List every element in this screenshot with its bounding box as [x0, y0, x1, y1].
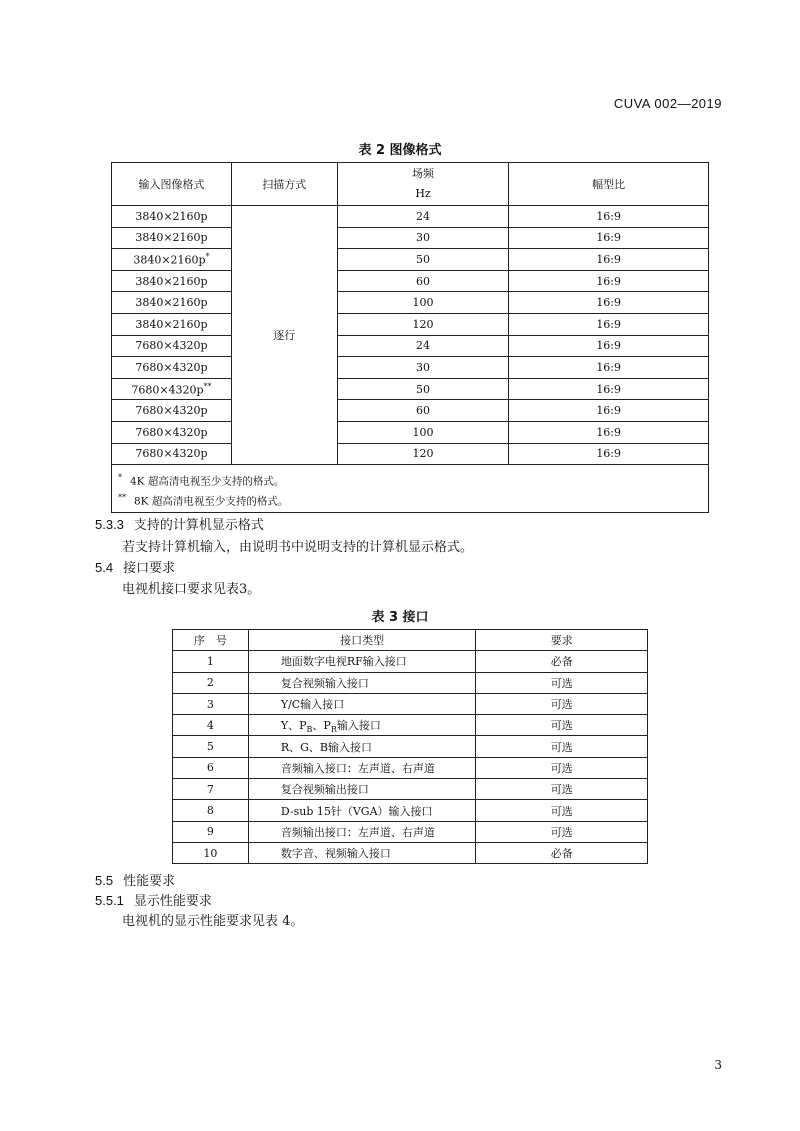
image-format-table — [111, 162, 709, 513]
cell-serial-number: 4 — [173, 715, 249, 736]
cell-requirement: 必备 — [476, 651, 648, 672]
table2-row — [112, 270, 709, 292]
cell-field-frequency: 24 — [337, 206, 509, 228]
note-text: 8K 超高清电视至少支持的格式。 — [134, 495, 289, 508]
table3-row — [173, 779, 648, 800]
section-5-5-1-text: 电视机的显示性能要求见表 4。 — [122, 914, 304, 929]
table3-row — [173, 672, 648, 693]
cell-input-format — [112, 270, 232, 292]
footnote-mark: ** — [203, 381, 212, 391]
cell-requirement: 可选 — [476, 821, 648, 842]
section-5-3-3-text: 若支持计算机输入，由说明书中说明支持的计算机显示格式。 — [122, 540, 474, 555]
section-number: 5.3.3 — [95, 517, 124, 532]
header-field-frequency-label: 场频 — [412, 167, 435, 180]
table3-row — [173, 651, 648, 672]
header-field-frequency-unit: Hz — [415, 187, 431, 200]
cell-field-frequency: 30 — [337, 357, 509, 379]
cell-scan-mode: 逐行 — [231, 206, 337, 465]
cell-interface-type: 复合视频输出接口 — [248, 779, 476, 800]
format-value: 7680×4320p — [135, 425, 208, 439]
cell-serial-number: 5 — [173, 736, 249, 757]
table2-row — [112, 443, 709, 465]
format-value: 3840×2160p — [135, 209, 208, 223]
table3-row — [173, 693, 648, 714]
table3-row — [173, 842, 648, 863]
section-5-4-text: 电视机接口要求见表3。 — [122, 582, 261, 597]
cell-interface-type: 音频输出接口：左声道、右声道 — [248, 821, 476, 842]
cell-aspect-ratio: 16:9 — [509, 400, 709, 422]
cell-input-format — [112, 443, 232, 465]
cell-serial-number: 7 — [173, 779, 249, 800]
cell-field-frequency: 100 — [337, 421, 509, 443]
table2-notes-row — [112, 465, 709, 513]
cell-serial-number: 2 — [173, 672, 249, 693]
table-note — [118, 488, 708, 508]
cell-interface-type: Y/C输入接口 — [248, 693, 476, 714]
cell-input-format — [112, 378, 232, 400]
cell-requirement: 可选 — [476, 736, 648, 757]
cell-interface-type: 地面数字电视RF输入接口 — [248, 651, 476, 672]
cell-input-format — [112, 357, 232, 379]
format-value: 3840×2160p — [135, 317, 208, 331]
section-5-5-1-heading — [95, 890, 212, 909]
cell-input-format — [112, 292, 232, 314]
table2-row — [112, 357, 709, 379]
table3-row — [173, 821, 648, 842]
header-serial-number: 序 号 — [173, 630, 249, 651]
cell-field-frequency: 50 — [337, 249, 509, 271]
table2-caption: 表 2 图像格式 — [358, 143, 442, 158]
cell-serial-number: 10 — [173, 842, 249, 863]
cell-interface-type: R、G、B输入接口 — [248, 736, 476, 757]
section-title: 性能要求 — [123, 874, 176, 889]
cell-input-format — [112, 421, 232, 443]
cell-aspect-ratio: 16:9 — [509, 335, 709, 357]
format-value: 7680×4320p — [135, 404, 208, 418]
type-part: 输入接口 — [336, 718, 381, 732]
cell-field-frequency: 120 — [337, 443, 509, 465]
cell-aspect-ratio: 16:9 — [509, 443, 709, 465]
cell-input-format — [112, 313, 232, 335]
cell-serial-number: 9 — [173, 821, 249, 842]
section-title: 显示性能要求 — [133, 894, 212, 909]
section-5-4-heading — [95, 557, 175, 576]
table-note — [118, 468, 708, 488]
section-number: 5.4 — [95, 560, 114, 575]
page-number: 3 — [714, 1058, 722, 1072]
cell-field-frequency: 120 — [337, 313, 509, 335]
cell-field-frequency: 30 — [337, 227, 509, 249]
format-value: 3840×2160p — [135, 296, 208, 310]
interface-table — [172, 629, 648, 864]
table2-row — [112, 313, 709, 335]
table2-row — [112, 249, 709, 271]
note-text: 4K 超高清电视至少支持的格式。 — [130, 475, 285, 488]
table2-header-row — [112, 163, 709, 206]
section-5-3-3-heading — [95, 514, 264, 533]
cell-requirement: 可选 — [476, 715, 648, 736]
table2-row — [112, 292, 709, 314]
header-interface-type: 接口类型 — [248, 630, 476, 651]
table3-caption: 表 3 接口 — [371, 610, 429, 625]
format-value: 3840×2160p — [135, 274, 208, 288]
subscript-r: R — [330, 724, 337, 734]
table2-row — [112, 206, 709, 228]
note-mark: * — [118, 473, 122, 483]
cell-field-frequency: 24 — [337, 335, 509, 357]
section-title: 支持的计算机显示格式 — [133, 518, 264, 533]
type-part: 、P — [312, 718, 331, 732]
table3-row — [173, 736, 648, 757]
cell-aspect-ratio: 16:9 — [509, 313, 709, 335]
footnote-mark: * — [205, 252, 210, 262]
cell-input-format — [112, 249, 232, 271]
cell-field-frequency: 50 — [337, 378, 509, 400]
cell-input-format — [112, 227, 232, 249]
cell-field-frequency: 100 — [337, 292, 509, 314]
table2-row — [112, 421, 709, 443]
cell-requirement: 可选 — [476, 693, 648, 714]
cell-requirement: 可选 — [476, 672, 648, 693]
document-header: CUVA 002—2019 — [613, 96, 722, 111]
cell-serial-number: 8 — [173, 800, 249, 821]
section-5-5-heading — [95, 870, 175, 889]
header-field-frequency — [337, 163, 509, 206]
cell-interface-type — [248, 715, 476, 736]
header-aspect-ratio: 幅型比 — [509, 163, 709, 206]
format-value: 3840×2160p — [133, 253, 206, 267]
format-value: 7680×4320p — [131, 383, 204, 397]
cell-aspect-ratio: 16:9 — [509, 206, 709, 228]
cell-field-frequency: 60 — [337, 400, 509, 422]
cell-serial-number: 3 — [173, 693, 249, 714]
table2-row — [112, 400, 709, 422]
table3-row — [173, 715, 648, 736]
cell-aspect-ratio: 16:9 — [509, 378, 709, 400]
table2-row — [112, 378, 709, 400]
note-mark: ** — [118, 493, 126, 503]
cell-interface-type: 音频输入接口：左声道、右声道 — [248, 757, 476, 778]
table3-row — [173, 800, 648, 821]
table2-notes — [112, 465, 709, 513]
cell-aspect-ratio: 16:9 — [509, 421, 709, 443]
cell-aspect-ratio: 16:9 — [509, 292, 709, 314]
format-value: 7680×4320p — [135, 360, 208, 374]
cell-serial-number: 6 — [173, 757, 249, 778]
cell-aspect-ratio: 16:9 — [509, 357, 709, 379]
format-value: 3840×2160p — [135, 231, 208, 245]
type-part: Y、P — [280, 718, 307, 732]
section-number: 5.5 — [95, 873, 114, 888]
format-value: 7680×4320p — [135, 339, 208, 353]
section-number: 5.5.1 — [95, 893, 124, 908]
cell-requirement: 必备 — [476, 842, 648, 863]
table3-row — [173, 757, 648, 778]
cell-aspect-ratio: 16:9 — [509, 270, 709, 292]
table2-row — [112, 227, 709, 249]
format-value: 7680×4320p — [135, 447, 208, 461]
cell-requirement: 可选 — [476, 779, 648, 800]
cell-input-format — [112, 206, 232, 228]
cell-interface-type: D-sub 15针（VGA）输入接口 — [248, 800, 476, 821]
cell-interface-type: 数字音、视频输入接口 — [248, 842, 476, 863]
table3-header-row — [173, 630, 648, 651]
cell-field-frequency: 60 — [337, 270, 509, 292]
section-title: 接口要求 — [123, 561, 176, 576]
header-input-format: 输入图像格式 — [112, 163, 232, 206]
subscript-b: B — [306, 724, 313, 734]
cell-aspect-ratio: 16:9 — [509, 227, 709, 249]
cell-aspect-ratio: 16:9 — [509, 249, 709, 271]
cell-requirement: 可选 — [476, 800, 648, 821]
cell-interface-type: 复合视频输入接口 — [248, 672, 476, 693]
cell-input-format — [112, 400, 232, 422]
cell-requirement: 可选 — [476, 757, 648, 778]
table2-row — [112, 335, 709, 357]
header-scan-mode: 扫描方式 — [231, 163, 337, 206]
header-requirement: 要求 — [476, 630, 648, 651]
cell-serial-number: 1 — [173, 651, 249, 672]
cell-input-format — [112, 335, 232, 357]
